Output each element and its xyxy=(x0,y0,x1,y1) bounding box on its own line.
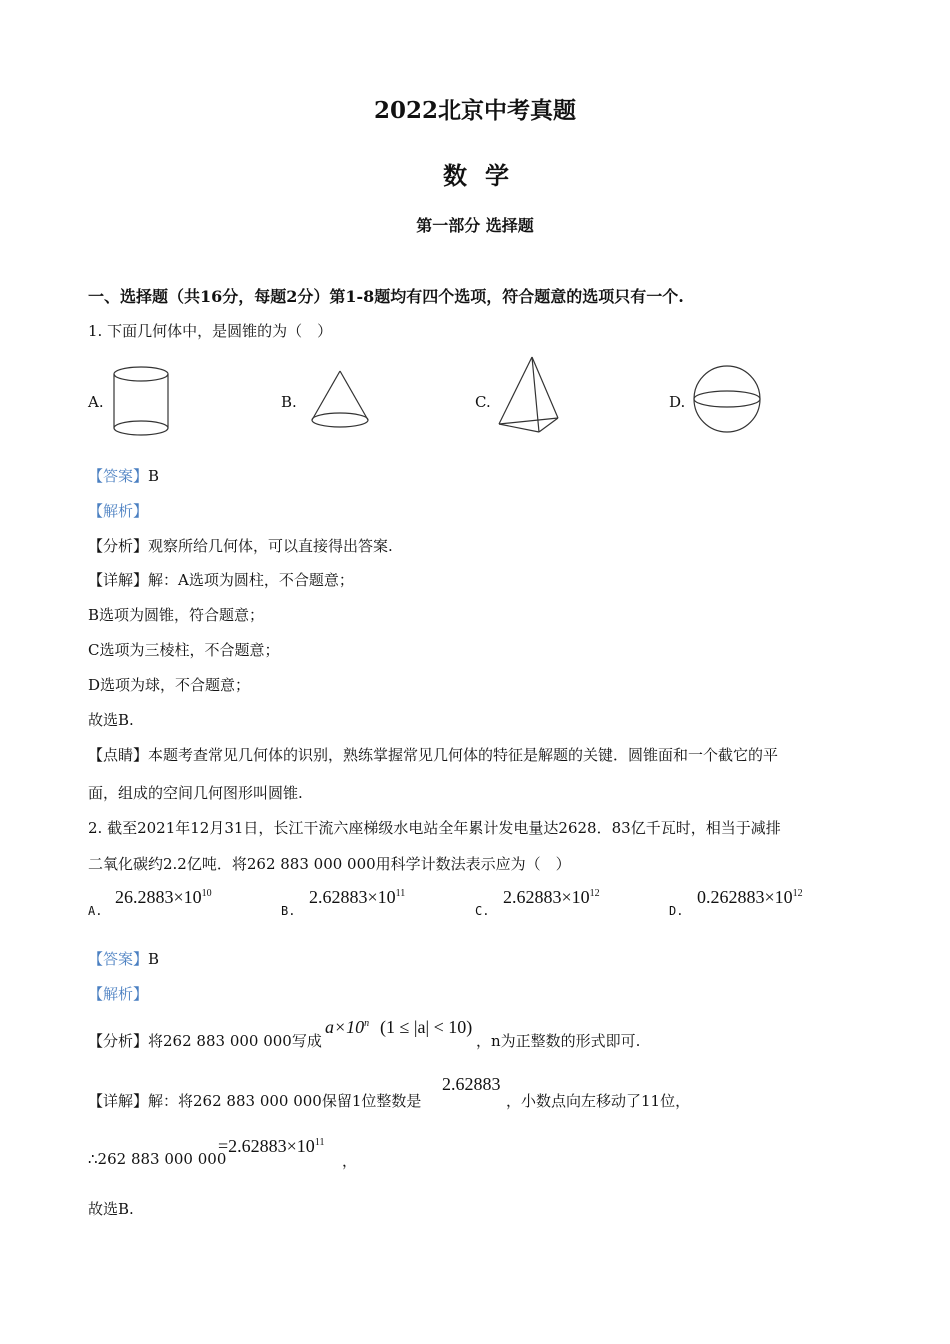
mantissa: 2.62883 xyxy=(503,887,562,907)
exponent: 10 xyxy=(201,888,212,899)
xiangjie-text: 解：A选项为圆柱，不合题意； xyxy=(148,571,354,589)
times-ten: ×10 xyxy=(561,887,590,907)
exponent: 11 xyxy=(314,1137,325,1148)
exponent: 12 xyxy=(792,888,803,899)
fenxi-pre: 将262 883 000 000写成 xyxy=(148,1032,322,1050)
q1-fenxi xyxy=(88,535,393,556)
q2-analysis-tag: 【解析】 xyxy=(88,985,149,1003)
q2-fenxi-formula xyxy=(325,1017,369,1038)
answer-value: B xyxy=(148,467,160,485)
q2-xiangjie xyxy=(88,1090,421,1111)
q1-line-c: C选项为三棱柱，不合题意； xyxy=(88,641,280,659)
cone-figure xyxy=(306,368,374,432)
q1-conclusion: 故选B. xyxy=(88,711,134,729)
answer-tag: 【答案】 xyxy=(88,950,149,968)
answer-value: B xyxy=(148,950,160,968)
times-ten: ×10 xyxy=(173,887,202,907)
pyramid-figure xyxy=(494,354,564,436)
dianjing-tag: 【点睛】 xyxy=(88,746,149,764)
page-title: 2022北京中考真题 xyxy=(373,97,576,124)
sphere-figure xyxy=(690,364,764,436)
q2-therefore-post: ， xyxy=(342,1152,358,1170)
q1-xiangjie xyxy=(88,569,354,590)
section-heading: 一、选择题（共16分，每题2分）第1-8题均有四个选项，符合题意的选项只有一个. xyxy=(88,287,684,306)
q1-option-d-label: D. xyxy=(669,393,686,411)
fenxi-tag: 【分析】 xyxy=(88,1032,149,1050)
q1-answer xyxy=(88,465,159,486)
q2-fenxi-post: ，n为正整数的形式即可. xyxy=(476,1032,641,1050)
fenxi-text: 观察所给几何体，可以直接得出答案. xyxy=(148,537,393,555)
mantissa: 26.2883 xyxy=(115,887,174,907)
q2-xiangjie-value: 2.62883 xyxy=(442,1074,501,1094)
q1-stem: 1. 下面几何体中，是圆锥的为（ ） xyxy=(88,322,333,340)
q1-dianjing xyxy=(88,744,778,765)
xiangjie-pre: 解：将262 883 000 000保留1位整数是 xyxy=(148,1092,422,1110)
q2-stem-line2: 二氧化碳约2.2亿吨．将262 883 000 000用科学计数法表示应为（ ） xyxy=(88,855,571,873)
q2-xiangjie-post: ，小数点向左移动了11位， xyxy=(506,1092,691,1110)
q2-option-c-label: C. xyxy=(475,904,490,918)
answer-tag: 【答案】 xyxy=(88,467,149,485)
formula: =2.62883×10 xyxy=(218,1136,315,1156)
q1-option-c-label: C. xyxy=(475,393,491,411)
q1-analysis-tag: 【解析】 xyxy=(88,502,149,520)
subject-title: 数学 xyxy=(443,161,527,190)
q1-dianjing-line2: 面，组成的空间几何图形叫圆锥. xyxy=(88,784,303,802)
times-ten: ×10 xyxy=(764,887,793,907)
q2-answer xyxy=(88,948,159,969)
formula: a×10 xyxy=(325,1017,365,1037)
q2-therefore-formula xyxy=(218,1136,324,1157)
q1-line-b: B选项为圆锥，符合题意； xyxy=(88,606,265,624)
q2-option-d-label: D. xyxy=(669,904,684,918)
dianjing-text-1: 本题考查常见几何体的识别，熟练掌握常见几何体的特征是解题的关键．圆锥面和一个截它的平 xyxy=(148,746,779,764)
times-ten: ×10 xyxy=(367,887,396,907)
q2-option-a-label: A. xyxy=(88,904,103,918)
exponent: 11 xyxy=(395,888,406,899)
exponent: 12 xyxy=(589,888,600,899)
q2-conclusion: 故选B. xyxy=(88,1200,134,1218)
q1-option-b-label: B. xyxy=(281,393,297,411)
fenxi-tag: 【分析】 xyxy=(88,537,149,555)
q2-therefore: ∴262 883 000 000 xyxy=(88,1150,227,1168)
q2-option-a-value xyxy=(115,887,212,908)
q2-option-c-value xyxy=(503,887,600,908)
cylinder-figure xyxy=(110,364,172,438)
q2-fenxi xyxy=(88,1030,322,1051)
q2-option-b-value xyxy=(309,887,405,908)
q1-option-a-label: A. xyxy=(88,393,104,411)
q2-fenxi-condition: (1 ≤ |a| < 10) xyxy=(380,1017,473,1037)
xiangjie-tag: 【详解】 xyxy=(88,571,149,589)
q2-stem-line1: 2. 截至2021年12月31日，长江干流六座梯级水电站全年累计发电量达2628．83亿千瓦时，相当于减排 xyxy=(88,819,781,837)
mantissa: 0.262883 xyxy=(697,887,765,907)
q2-option-b-label: B. xyxy=(281,904,296,918)
exponent: n xyxy=(364,1018,370,1029)
part-title: 第一部分 选择题 xyxy=(416,216,534,235)
q1-line-d: D选项为球，不合题意； xyxy=(88,676,251,694)
q2-option-d-value xyxy=(697,887,803,908)
xiangjie-tag: 【详解】 xyxy=(88,1092,149,1110)
mantissa: 2.62883 xyxy=(309,887,368,907)
